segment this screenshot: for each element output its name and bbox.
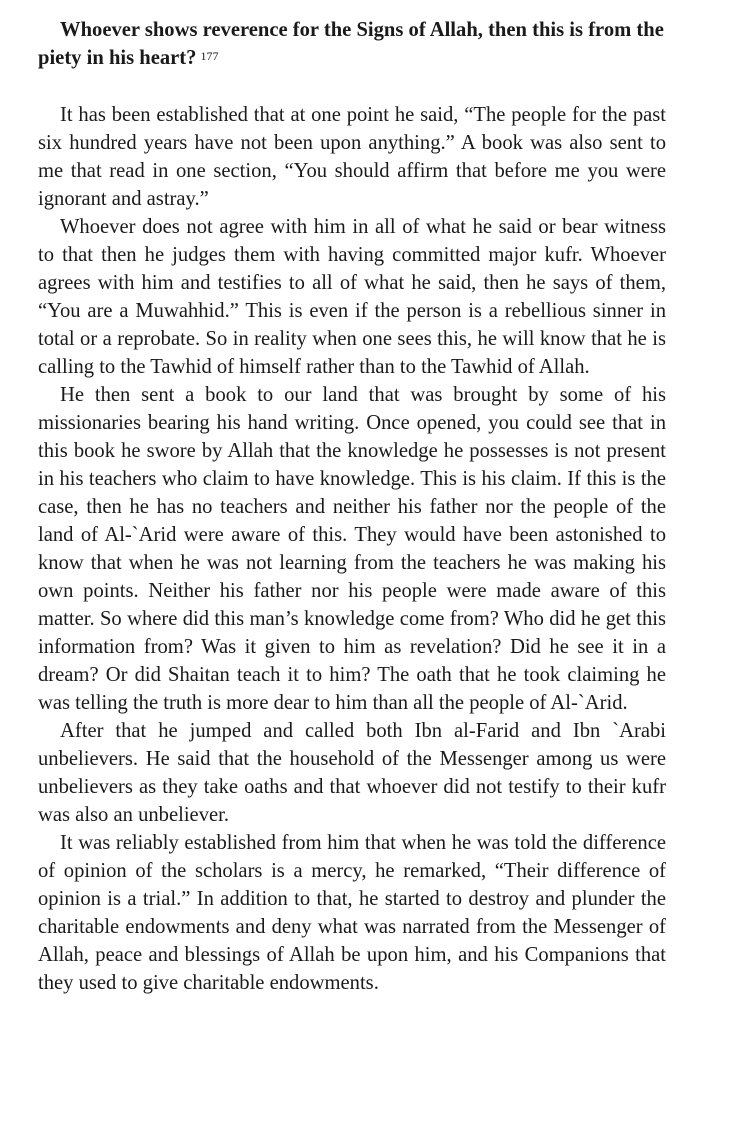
paragraph-2: Whoever does not agree with him in all of what he said or bear witness to that then he judges them with having committed major kufr. Whoever agrees with him and testifies to all of what he said, then he says of them, “You are a Muwahhid.” This is even if the person is a rebellious sinner in total or a reprobate. So in reality when one sees this, he will know that he is calling to the Tawhid of himself rather than to the Tawhid of Allah. xyxy=(38,216,666,378)
paragraph-1: It has been established that at one point he said, “The people for the past six hundred years have not been upon anything.” A book was also sent to me that read in one section, “You should affirm that before me you were ignorant and astray.” xyxy=(38,104,666,210)
paragraph-3: He then sent a book to our land that was brought by some of his missionaries bearing his hand writing. Once opened, you could see that in this book he swore by Allah that the knowledge he possesses is not present in his teachers who claim to have knowledge. This is his claim. If this is the case, then he has no teachers and neither his father nor the people of the land of Al-`Arid were aware of this. They would have been astonished to know that when he was not learning from the teachers he was making his own points. Neither his father nor his people were made aware of this matter. So where did this man’s knowledge come from? Who did he get this information from? Was it given to him as revelation? Did he see it in a dream? Or did Shaitan teach it to him? The oath that he took claiming he was telling the truth is more dear to him than all the people of Al-`Arid. xyxy=(38,384,666,714)
quote-heading xyxy=(38,16,666,72)
heading-text: Whoever shows reverence for the Signs of Allah, then this is from the piety in his heart? xyxy=(38,19,664,69)
body-text xyxy=(38,101,666,997)
paragraph-5: It was reliably established from him that when he was told the difference of opinion of the scholars is a mercy, he remarked, “Their difference of opinion is a trial.” In addition to that, he started to destroy and plunder the charitable endowments and deny what was narrated from the Messenger of Allah, peace and blessings of Allah be upon him, and his Companions that they used to give charitable endowments. xyxy=(38,832,666,994)
paragraph-4: After that he jumped and called both Ibn al-Farid and Ibn `Arabi unbelievers. He said that the household of the Messenger among us were unbelievers as they take oaths and that whoever did not testify to their kufr was also an unbeliever. xyxy=(38,720,666,826)
footnote-marker: 177 xyxy=(200,49,219,63)
